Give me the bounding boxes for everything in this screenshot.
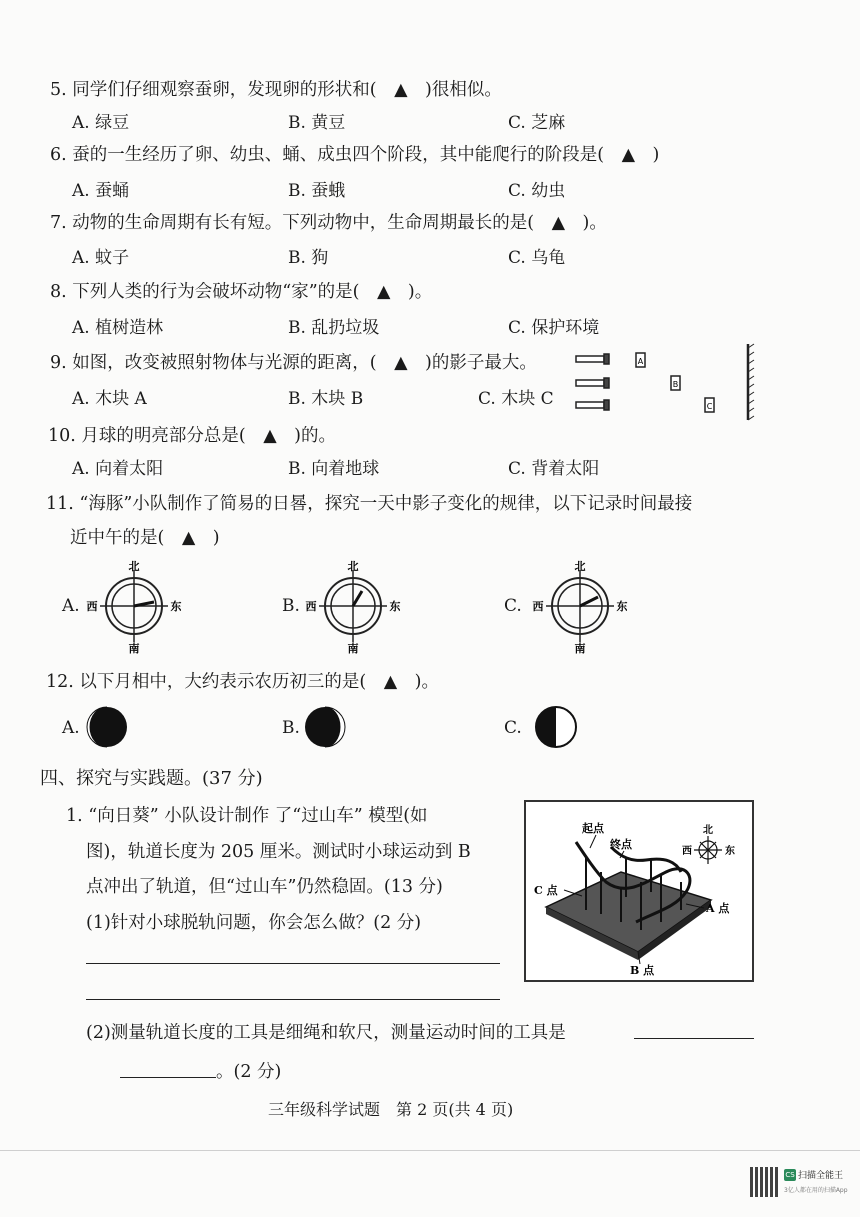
sundial-a	[84, 560, 194, 654]
moon-phase-c	[533, 704, 579, 750]
camscanner-title: 扫描全能王	[798, 1171, 844, 1181]
answer-line-timing-tool[interactable]	[634, 1038, 754, 1039]
west-label: 西	[532, 600, 544, 613]
point-b-label: B 点	[630, 964, 655, 977]
q12-option-a: A.	[62, 718, 80, 738]
subquestion-2-end: 。(2 分)	[216, 1062, 282, 1082]
shadow-c	[580, 597, 598, 606]
flashlight-3-icon	[576, 402, 604, 408]
q10-option-b: B. 向着地球	[288, 459, 380, 479]
problem-1-line3: 点冲出了轨道，但“过山车”仍然稳固。(13 分)	[86, 877, 443, 897]
camscanner-watermark	[750, 1163, 850, 1205]
q7-option-a: A. 蚊子	[72, 248, 130, 268]
problem-1-line2: 图)，轨道长度为 205 厘米。测试时小球运动到 B	[86, 842, 471, 862]
question-7-stem: 7. 动物的生命周期有长有短。下列动物中，生命周期最长的是( ▲ )。	[50, 213, 607, 233]
q8-option-c: C. 保护环境	[508, 318, 600, 338]
q8-option-a: A. 植树造林	[72, 318, 164, 338]
q6-option-c: C. 幼虫	[508, 181, 566, 201]
q12-option-b: B.	[282, 718, 300, 738]
compass-icon	[694, 836, 722, 864]
footer-rule	[0, 1150, 860, 1151]
north-label: 北	[574, 560, 586, 573]
q5-option-b: B. 黄豆	[288, 113, 346, 133]
roller-coaster-figure	[524, 800, 754, 982]
north-label: 北	[128, 560, 140, 573]
section-4-title: 四、探究与实践题。(37 分)	[40, 768, 263, 789]
screen-wall	[748, 344, 754, 420]
answer-line-1[interactable]	[86, 963, 500, 964]
light-distance-figure	[570, 340, 760, 425]
flashlight-1-icon	[576, 356, 604, 362]
question-8-stem: 8. 下列人类的行为会破坏动物“家”的是( ▲ )。	[50, 282, 433, 302]
block-b-label: B	[672, 380, 679, 389]
end-point-label: 终点	[610, 838, 632, 851]
south-label: 南	[347, 642, 359, 654]
q9-option-b: B. 木块 B	[288, 389, 364, 409]
block-a-label: A	[637, 357, 644, 366]
north-label: 北	[347, 560, 359, 573]
point-a-label: A 点	[706, 902, 730, 915]
question-6-stem: 6. 蚕的一生经历了卵、幼虫、蛹、成虫四个阶段，其中能爬行的阶段是( ▲ )	[50, 145, 660, 165]
problem-1-line1: 1. “向日葵” 小队设计制作 了“过山车” 模型(如	[66, 806, 428, 826]
start-point-label: 起点	[582, 822, 604, 835]
camscanner-subtitle: 3亿人都在用的扫描App	[784, 1187, 848, 1194]
sundial-c	[530, 560, 640, 654]
q6-option-b: B. 蚕蛾	[288, 181, 346, 201]
q8-option-b: B. 乱扔垃圾	[288, 318, 380, 338]
q5-option-c: C. 芝麻	[508, 113, 566, 133]
answer-line-timing-tool-cont[interactable]	[120, 1077, 216, 1078]
question-5-stem: 5. 同学们仔细观察蚕卵，发现卵的形状和( ▲ )很相似。	[50, 80, 502, 100]
shadow-b	[353, 591, 362, 606]
question-10-stem: 10. 月球的明亮部分总是( ▲ )的。	[48, 426, 337, 446]
west-label: 西	[305, 600, 317, 613]
subquestion-1: (1)针对小球脱轨问题，你会怎么做？(2 分)	[86, 913, 422, 933]
moon-phase-a	[84, 704, 130, 750]
camscanner-logo-icon: CS	[785, 1171, 795, 1179]
q7-option-c: C. 乌龟	[508, 248, 566, 268]
west-label: 西	[86, 600, 98, 613]
question-9-stem: 9. 如图，改变被照射物体与光源的距离，( ▲ )的影子最大。	[50, 353, 537, 373]
subquestion-2: (2)测量轨道长度的工具是细绳和软尺，测量运动时间的工具是	[86, 1023, 566, 1043]
q6-option-a: A. 蚕蛹	[72, 181, 130, 201]
flashlight-2-icon	[576, 380, 604, 386]
compass-east: 东	[725, 846, 735, 857]
compass-west: 西	[682, 846, 692, 857]
q9-option-a: A. 木块 A	[72, 389, 147, 409]
south-label: 南	[574, 642, 586, 654]
q7-option-b: B. 狗	[288, 248, 329, 268]
compass-north: 北	[703, 825, 713, 836]
q10-option-a: A. 向着太阳	[72, 459, 164, 479]
question-12-stem: 12. 以下月相中，大约表示农历初三的是( ▲ )。	[46, 672, 440, 692]
answer-line-2[interactable]	[86, 999, 500, 1000]
page-footer: 三年级科学试题 第 2 页(共 4 页)	[268, 1100, 514, 1119]
moon-phase-b	[302, 704, 348, 750]
q11-option-c: C.	[504, 596, 522, 616]
east-label: 东	[170, 600, 182, 613]
q9-option-c: C. 木块 C	[478, 389, 554, 409]
q11-option-a: A.	[62, 596, 80, 616]
east-label: 东	[389, 600, 401, 613]
q5-option-a: A. 绿豆	[72, 113, 130, 133]
point-c-label: C 点	[534, 884, 558, 897]
sundial-b	[303, 560, 413, 654]
block-c-label: C	[706, 402, 713, 411]
question-11-stem-line1: 11. “海豚”小队制作了简易的日晷，探究一天中影子变化的规律，以下记录时间最接	[46, 494, 693, 514]
south-label: 南	[128, 642, 140, 654]
qr-code-icon	[750, 1167, 780, 1197]
east-label: 东	[616, 600, 628, 613]
question-11-stem-line2: 近中午的是( ▲ )	[70, 528, 220, 548]
q10-option-c: C. 背着太阳	[508, 459, 600, 479]
q12-option-c: C.	[504, 718, 522, 738]
q11-option-b: B.	[282, 596, 300, 616]
